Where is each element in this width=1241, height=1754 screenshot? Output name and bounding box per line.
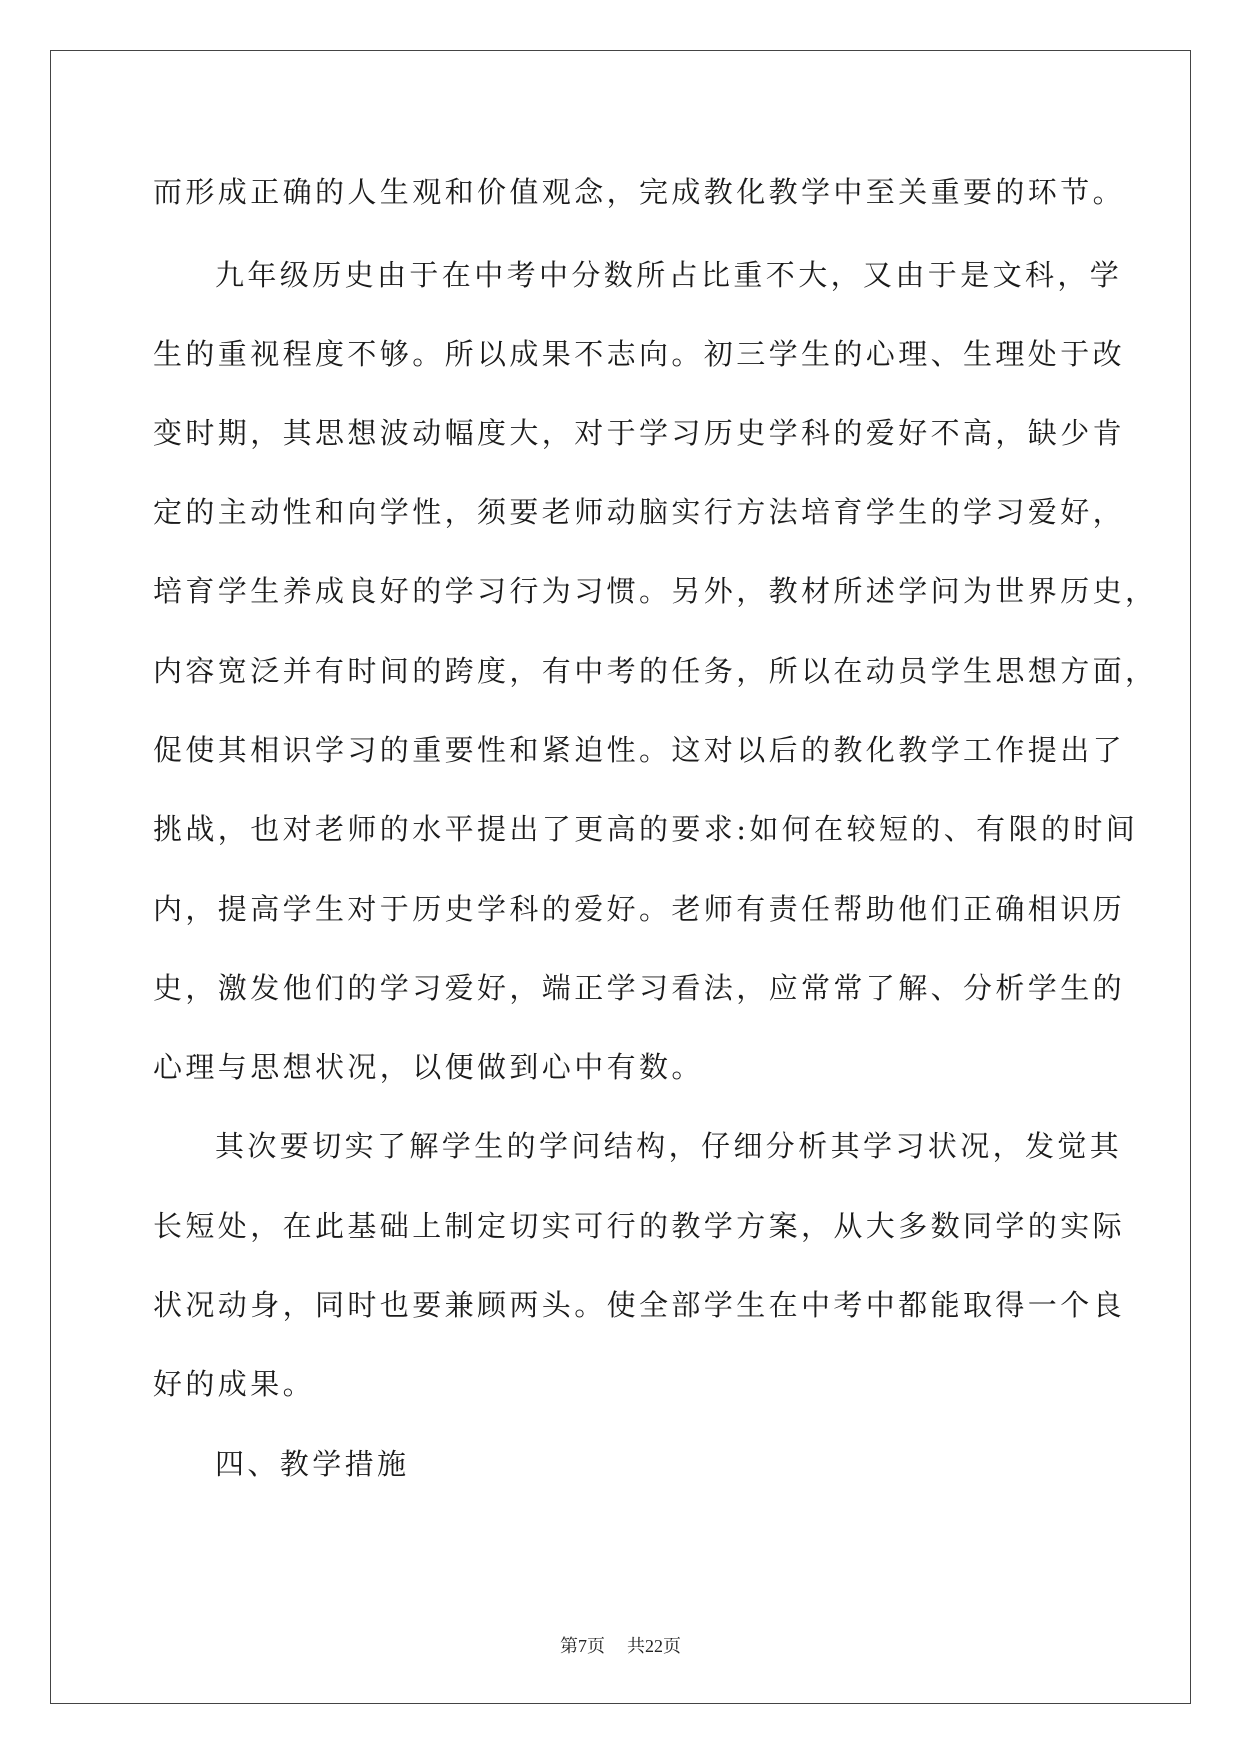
- text-line: 心理与思想状况，以便做到心中有数。: [153, 1050, 704, 1084]
- text-line: 变时期，其思想波动幅度大，对于学习历史学科的爱好不高，缺少肯: [153, 416, 1126, 450]
- text-line: 史，激发他们的学习爱好，端正学习看法，应常常了解、分析学生的: [153, 971, 1126, 1005]
- text-line: 好的成果。: [153, 1367, 316, 1401]
- text-line: 挑战，也对老师的水平提出了更高的要求:如何在较短的、有限的时间: [153, 812, 1139, 846]
- total-pages: 共22页: [627, 1636, 681, 1656]
- section-heading: 四、教学措施: [215, 1447, 410, 1481]
- text-line: 内，提高学生对于历史学科的爱好。老师有责任帮助他们正确相识历: [153, 892, 1126, 926]
- text-line: 生的重视程度不够。所以成果不志向。初三学生的心理、生理处于改: [153, 337, 1126, 371]
- text-line: 内容宽泛并有时间的跨度，有中考的任务，所以在动员学生思想方面，: [153, 654, 1158, 688]
- text-line: 定的主动性和向学性，须要老师动脑实行方法培育学生的学习爱好，: [153, 495, 1126, 529]
- text-line: 促使其相识学习的重要性和紧迫性。这对以后的教化教学工作提出了: [153, 733, 1126, 767]
- paragraph-first-line: 九年级历史由于在中考中分数所占比重不大，又由于是文科，学: [215, 258, 1123, 292]
- text-line: 长短处，在此基础上制定切实可行的教学方案，从大多数同学的实际: [153, 1209, 1126, 1243]
- page-footer: [0, 1632, 1241, 1658]
- text-line: 而形成正确的人生观和价值观念，完成教化教学中至关重要的环节。: [153, 175, 1126, 209]
- page-number: 第7页: [560, 1636, 605, 1656]
- text-line: 状况动身，同时也要兼顾两头。使全部学生在中考中都能取得一个良: [153, 1288, 1126, 1322]
- paragraph-first-line: 其次要切实了解学生的学问结构，仔细分析其学习状况，发觉其: [215, 1129, 1123, 1163]
- text-line: 培育学生养成良好的学习行为习惯。另外，教材所述学问为世界历史，: [153, 574, 1158, 608]
